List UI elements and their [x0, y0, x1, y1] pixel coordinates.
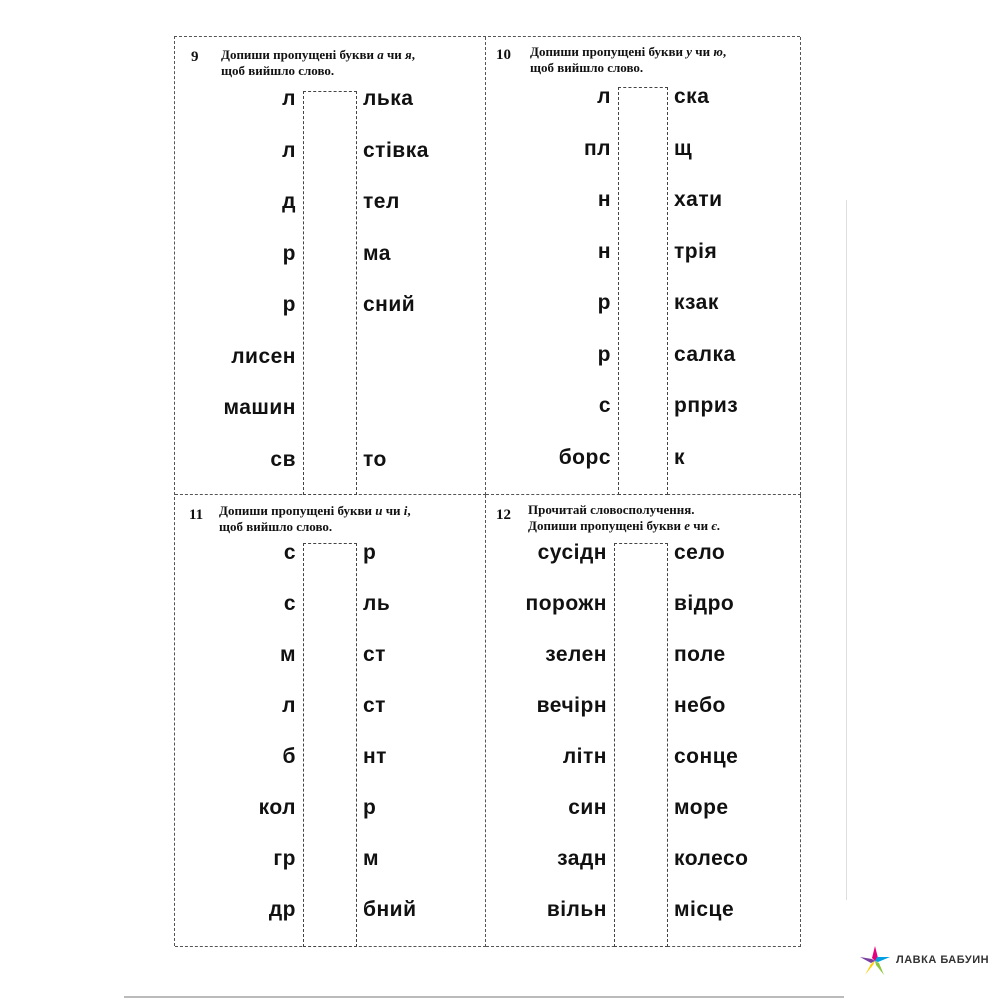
- word-end: село: [674, 541, 726, 564]
- word-start: р: [597, 291, 611, 314]
- word-start: д: [282, 190, 296, 213]
- word-end: лька: [363, 87, 414, 110]
- word-start: с: [283, 592, 296, 615]
- answer-gap[interactable]: [618, 87, 668, 495]
- word-end: море: [674, 796, 729, 819]
- instruction-text: Допиши пропущені букви: [530, 44, 687, 59]
- word-start: с: [283, 541, 296, 564]
- word-start: зелен: [545, 643, 607, 666]
- word-end: ска: [674, 85, 710, 108]
- word-end: ст: [363, 694, 386, 717]
- word-start: задн: [557, 847, 607, 870]
- word-start: св: [270, 447, 296, 471]
- word-start: пл: [583, 136, 611, 160]
- scan-edge-line: [846, 200, 847, 900]
- instruction-text: Допиши пропущені букви: [221, 47, 378, 62]
- instruction-text: Прочитай словосполучення.: [528, 502, 695, 517]
- word-start: н: [597, 188, 611, 211]
- card-instruction: [528, 502, 720, 534]
- instruction-text: ,: [722, 44, 727, 59]
- word-start: р: [597, 342, 611, 366]
- card-10: [486, 37, 801, 495]
- word-start: л: [597, 85, 611, 108]
- answer-gap[interactable]: [303, 543, 357, 947]
- card-9: [175, 37, 486, 495]
- word-start: др: [268, 898, 296, 921]
- word-end: салка: [674, 342, 736, 366]
- word-end: бний: [363, 898, 417, 921]
- word-start: р: [282, 293, 296, 316]
- card-instruction: [530, 44, 726, 76]
- word-end: сний: [363, 293, 416, 316]
- instruction-text: чи: [382, 503, 404, 518]
- word-end: тел: [363, 190, 400, 213]
- card-number: 11: [189, 507, 204, 523]
- letter-option: е: [684, 518, 690, 533]
- card-number: 9: [191, 49, 199, 65]
- letter-option: і: [403, 503, 408, 518]
- answer-gap[interactable]: [303, 91, 357, 495]
- letter-option: я: [405, 47, 412, 62]
- word-end: м: [363, 847, 380, 870]
- letter-option: и: [375, 503, 383, 518]
- card-11: [175, 495, 486, 947]
- instruction-text: щоб вийшло слово.: [221, 63, 335, 78]
- answer-gap[interactable]: [614, 543, 668, 947]
- letter-option: є: [711, 518, 717, 533]
- word-start: борс: [558, 445, 611, 469]
- word-end: ма: [363, 241, 391, 265]
- word-end: к: [674, 445, 686, 469]
- word-start: гр: [273, 847, 296, 870]
- word-end: р: [363, 541, 377, 564]
- word-start: с: [598, 394, 611, 417]
- word-start: лисен: [231, 344, 296, 368]
- word-start: машин: [223, 396, 296, 419]
- card-instruction: [219, 503, 411, 535]
- word-end: хати: [674, 188, 723, 211]
- word-end: то: [363, 447, 387, 471]
- word-end: відро: [674, 592, 735, 615]
- letter-option: а: [377, 47, 384, 62]
- instruction-text: ,: [407, 503, 411, 518]
- word-end: р: [363, 796, 377, 819]
- watermark-logo: [858, 944, 998, 978]
- instruction-text: ,: [411, 47, 415, 62]
- word-start: літн: [562, 745, 607, 768]
- instruction-text: чи: [691, 44, 714, 59]
- instruction-text: щоб вийшло слово.: [219, 519, 333, 534]
- word-start: м: [279, 643, 296, 666]
- word-start: л: [282, 694, 296, 717]
- worksheet: [174, 36, 800, 946]
- word-start: син: [568, 796, 607, 819]
- watermark-text: ЛАВКА БАБУИН: [896, 954, 990, 966]
- word-end: нт: [363, 745, 387, 768]
- card-instruction: [221, 47, 415, 79]
- letter-option: ю: [713, 44, 723, 59]
- word-end: колесо: [674, 847, 749, 870]
- word-end: щ: [674, 136, 693, 160]
- instruction-text: Допиши пропущені букви: [528, 518, 685, 533]
- word-end: сонце: [674, 745, 739, 768]
- instruction-text: щоб вийшло слово.: [530, 60, 644, 75]
- word-start: кол: [258, 796, 296, 819]
- instruction-text: Допиши пропущені букви: [219, 503, 376, 518]
- card-number: 10: [496, 47, 511, 63]
- instruction-text: .: [716, 518, 720, 533]
- card-12: [486, 495, 801, 947]
- instruction-text: чи: [689, 518, 712, 533]
- word-start: сусідн: [537, 541, 607, 564]
- word-end: рприз: [674, 394, 739, 417]
- word-start: вечірн: [536, 694, 607, 717]
- word-start: н: [597, 239, 611, 263]
- word-start: л: [282, 87, 296, 110]
- word-start: р: [282, 241, 296, 265]
- word-end: ст: [363, 643, 386, 666]
- star-burst-icon: [858, 944, 892, 978]
- scan-bottom-edge: [124, 996, 844, 998]
- word-end: поле: [674, 643, 726, 666]
- word-end: трія: [674, 239, 718, 263]
- word-end: місце: [674, 898, 735, 921]
- word-start: порожн: [525, 592, 607, 615]
- word-end: стівка: [363, 138, 429, 162]
- word-start: вільн: [546, 898, 607, 921]
- instruction-text: чи: [383, 47, 406, 62]
- word-end: небо: [674, 694, 726, 717]
- letter-option: у: [686, 44, 692, 59]
- card-number: 12: [496, 507, 511, 523]
- word-end: кзак: [674, 291, 719, 314]
- word-start: б: [282, 745, 296, 768]
- word-start: л: [282, 138, 296, 162]
- word-end: ль: [363, 592, 391, 615]
